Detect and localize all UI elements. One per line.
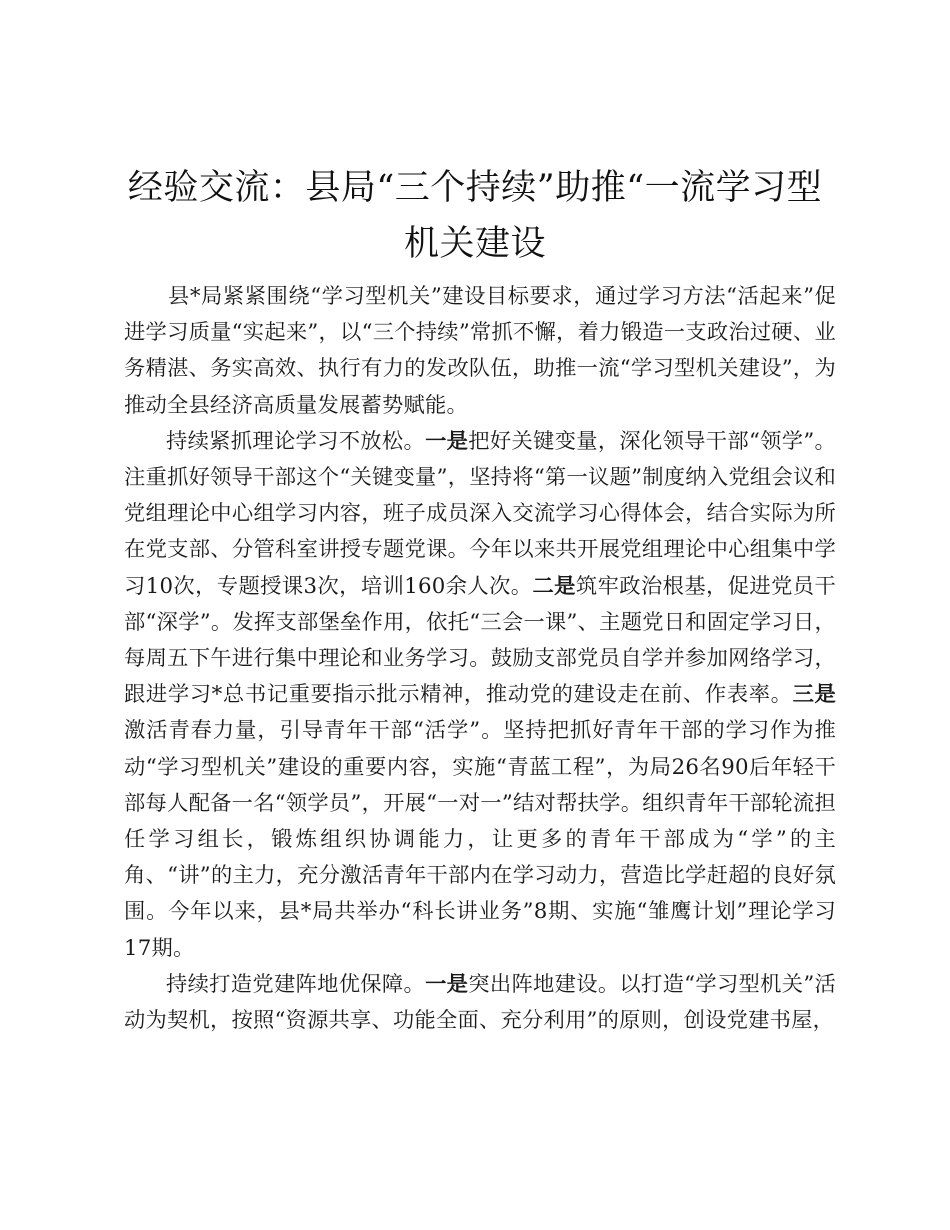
document-title: 经验交流：县局“三个持续”助推“一流学习型机关建设 xyxy=(127,168,823,264)
bold-marker-second: 二是 xyxy=(532,573,576,599)
section-heading-text: 持续打造党建阵地优保障。 xyxy=(166,971,426,997)
document-body xyxy=(124,279,836,1039)
text-segment: 筑牢政治根基，促进党员干部“深学”。发挥支部堡垒作用，依托“三会一课”、主题党日和固定学习日，每周五下午进行集中理论和业务学习。鼓励支部党员自学并参加网络学习，跟进学习*总书记重要指示批示精神，推动党的建设走在前、作表率。 xyxy=(124,573,836,708)
section-heading-text: 持续紧抓理论学习不放松。 xyxy=(166,428,426,454)
section-paragraph-party-position xyxy=(124,967,836,1039)
text-segment: 把好关键变量，深化领导干部“领学”。注重抓好领导干部这个“关键变量”，坚持将“第一议题”制度纳入党组会议和党组理论中心组学习内容，班子成员深入交流学习心得体会，结合实际为所在党支部、分管科室讲授专题党课。今年以来共开展党组理论中心组集中学习10次，专题授课3次，培训160余人次。 xyxy=(124,428,836,599)
bold-marker-first: 一是 xyxy=(425,428,469,454)
text-segment: 激活青春力量，引导青年干部“活学”。坚持把抓好青年干部的学习作为推动“学习型机关”建设的重要内容，实施“青蓝工程”，为局26名90后年轻干部每人配备一名“领学员”，开展“一对一”结对帮扶学。组织青年干部轮流担任学习组长，锻炼组织协调能力，让更多的青年干部成为“学”的主角、“讲”的主力，充分激活青年干部内在学习动力，营造比学赶超的良好氛围。今年以来，县*局共举办“科长讲业务”8期、实施“雏鹰计划”理论学习17期。 xyxy=(124,718,836,961)
bold-marker-first: 一是 xyxy=(425,971,469,997)
bold-marker-third: 三是 xyxy=(792,682,837,708)
intro-paragraph xyxy=(124,279,836,424)
section-paragraph-theory-study xyxy=(124,424,836,967)
text-segment: 县*局紧紧围绕“学习型机关”建设目标要求，通过学习方法“活起来”促进学习质量“实起来”，以“三个持续”常抓不懈，着力锻造一支政治过硬、业务精湛、务实高效、执行有力的发改队伍，助推一流“学习型机关建设”，为推动全县经济高质量发展蓄势赋能。 xyxy=(124,284,836,418)
text-segment: 突出阵地建设。以打造“学习型机关”活动为契机，按照“资源共享、功能全面、充分利用”的原则，创设党建书屋， xyxy=(124,971,836,1034)
